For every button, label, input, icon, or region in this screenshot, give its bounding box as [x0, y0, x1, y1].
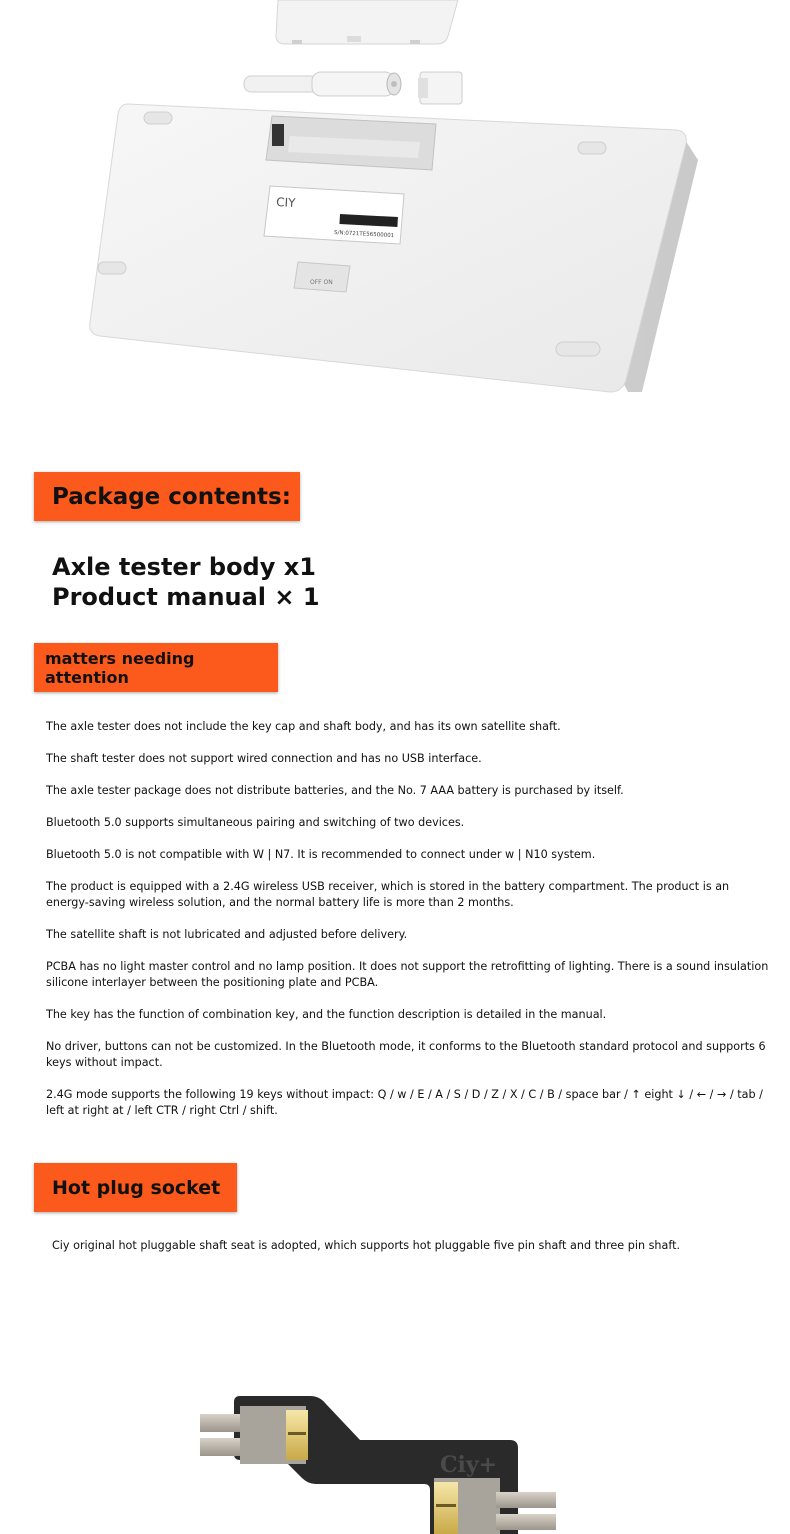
attention-note: 2.4G mode supports the following 19 keys without impact: Q / w / E / A / S / D / Z / X / C / B / space bar / ↑ eight ↓ / ← / → / tab / left at right at / left CTR / right Ctrl / shift.: [46, 1088, 763, 1117]
ciy-logo: Ciy+: [440, 1452, 498, 1478]
attention-notes-list: [46, 719, 770, 1135]
package-contents-heading: [34, 472, 300, 521]
attention-note: The satellite shaft is not lubricated and adjusted before delivery.: [46, 928, 408, 941]
package-item: Axle tester body x1: [52, 553, 316, 581]
battery: [244, 72, 401, 96]
hot-plug-socket-image: [180, 1380, 580, 1534]
hot-plug-description: Ciy original hot pluggable shaft seat is adopted, which supports hot pluggable five pin shaft and three pin shaft.: [52, 1239, 681, 1252]
hot-plug-heading-text: Hot plug socket: [52, 1176, 221, 1199]
power-switch: [294, 262, 350, 292]
attention-note: Bluetooth 5.0 is not compatible with W | N7. It is recommended to connect under w | N10 system.: [46, 848, 596, 861]
attention-note: The axle tester does not include the key cap and shaft body, and has its own satellite shaft.: [46, 720, 561, 733]
attention-heading: [34, 643, 278, 692]
svg-text:CIY: CIY: [275, 195, 296, 211]
usb-receiver: [418, 72, 462, 104]
package-contents-heading-text: Package contents:: [52, 483, 291, 510]
attention-note: The shaft tester does not support wired connection and has no USB interface.: [46, 752, 482, 765]
hot-plug-heading: [34, 1163, 237, 1212]
package-item: Product manual × 1: [52, 583, 320, 611]
attention-note: The product is equipped with a 2.4G wireless USB receiver, which is stored in the battery compartment. The product is an energy-saving wireless solution, and the normal battery life is more than 2 months.: [46, 880, 730, 909]
serial-number: S/N:0721TE56500001: [333, 230, 395, 240]
keyboard-back-image: [0, 0, 790, 440]
svg-text:OFF ON: OFF ON: [310, 279, 333, 286]
attention-note: PCBA has no light master control and no lamp position. It does not support the retrofitting of lighting. There is a sound insulation silicone interlayer between the positioning plate and PCBA.: [46, 960, 769, 989]
product-label: [264, 186, 404, 244]
attention-note: The key has the function of combination key, and the function description is detailed in the manual.: [46, 1008, 607, 1021]
attention-note: No driver, buttons can not be customized. In the Bluetooth mode, it conforms to the Bluetooth standard protocol and supports 6 keys without impact.: [46, 1040, 766, 1069]
attention-note: The axle tester package does not distribute batteries, and the No. 7 AAA battery is purchased by itself.: [46, 784, 624, 797]
attention-note: Bluetooth 5.0 supports simultaneous pairing and switching of two devices.: [46, 816, 465, 829]
battery-cover: [276, 0, 458, 44]
attention-heading-text: matters needing attention: [45, 648, 195, 687]
